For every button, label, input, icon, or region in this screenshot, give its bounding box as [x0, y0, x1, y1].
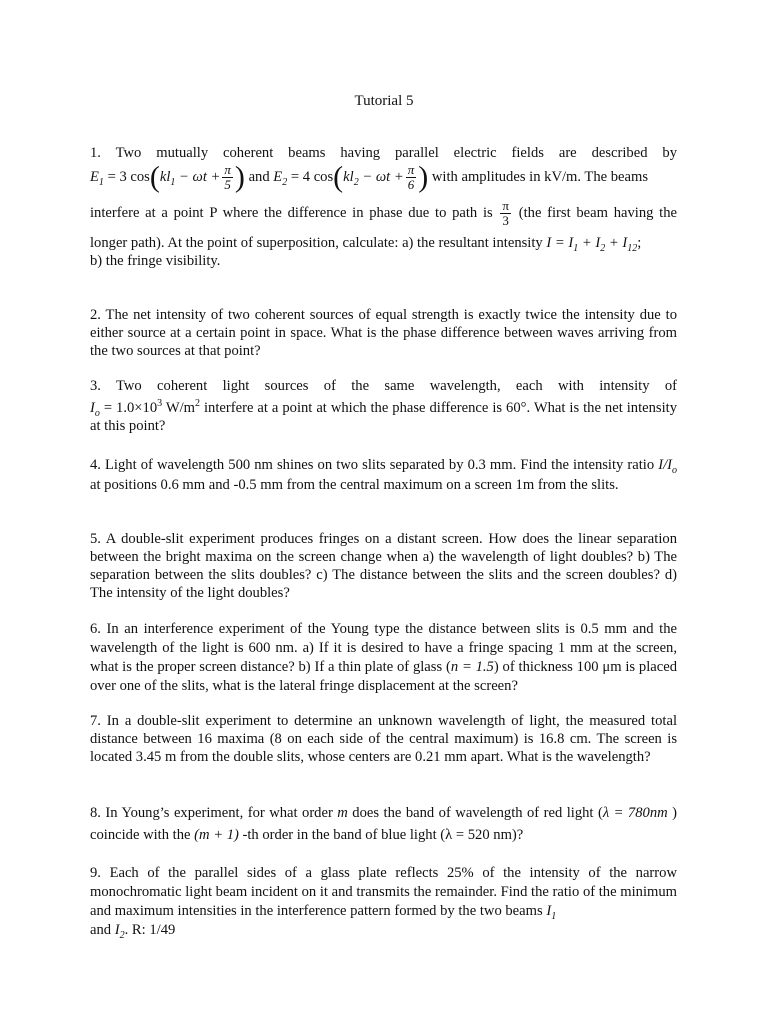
problem-1-line-3: [90, 198, 677, 229]
e2-argument-rest: − ωt +: [358, 169, 404, 185]
plate-thickness: 100 μm: [576, 659, 622, 675]
problem-9-text-c: . R: 1/49: [124, 922, 176, 938]
problem-3-text-c: . What is the net intensity at this point?: [90, 400, 678, 434]
e2-phase-numerator: π: [407, 162, 415, 178]
problem-1-text-b: with amplitudes in kV/m. The beams: [428, 169, 649, 185]
e1-phase-fraction: [222, 163, 233, 192]
intensity-ratio-symbol: I/I: [658, 457, 672, 473]
intensity-sub-1: 1: [573, 242, 579, 254]
problem-1-text-d: (the first beam having the: [513, 205, 677, 221]
problem-1-equations: [90, 162, 677, 193]
problem-3-text-b: interfere at a point at which the phase difference is: [200, 400, 507, 416]
problem-4-text-b: at positions 0.6 mm and -0.5 mm from the central maximum on a screen 1m from the slits.: [90, 477, 619, 493]
equation-e2: $E_2 = 4$ $\cos(kl_2 - \omega t$ + $\frac{\pi}{6}$ ): [273, 160, 429, 194]
red-wavelength: λ = 780nm: [602, 805, 668, 821]
problem-8-text-a: 8. In Young’s experiment, for what order: [90, 805, 338, 821]
e1-subscript: 1: [98, 176, 104, 188]
problem-3-line-1: [90, 377, 677, 395]
intensity-ratio: [658, 457, 677, 476]
problem-9-text-a: 9. Each of the parallel sides of a glass plate reflects 25% of the intensity of the narrow monochromatic light beam incident on it and transmits the remainder. Find the ratio of the minimum and maximum intensities in the interference pattern formed by the two beams: [90, 865, 677, 919]
problem-1-line-1: [90, 144, 677, 162]
e1-coefficient: = 3 cos: [103, 169, 150, 185]
problem-8-text-b: does the band of wavelength of red light (: [347, 805, 603, 821]
problem-3-line-2: [90, 399, 677, 435]
intensity-eq-plus-1: + I: [578, 235, 601, 251]
refractive-index: n = 1.5: [450, 659, 494, 675]
beam-1-symbol: I: [546, 903, 552, 919]
problem-1-text-c: interfere at a point P where the difference in phase due to path is: [90, 205, 493, 221]
source-intensity-value: = 1.0×10: [99, 400, 158, 416]
intensity-sub-2: 2: [600, 242, 606, 254]
e2-subscript: 2: [282, 176, 288, 188]
beam-2-symbol: I: [114, 922, 120, 938]
e2-coefficient: = 4 cos: [287, 169, 334, 185]
path-phase-numerator: π: [502, 198, 509, 214]
problem-3-text-a: 3. Two coherent light sources of the same wavelength, each with intensity of: [90, 378, 677, 394]
source-intensity-unit: W/m: [162, 400, 196, 416]
problem-1-line-4: [90, 234, 677, 252]
phase-angle: 60°: [506, 400, 527, 416]
e1-phase-denominator: 5: [222, 177, 233, 192]
e2-argument: kl: [343, 169, 354, 185]
problem-2: 2. The net intensity of two coherent sources of equal strength is exactly twice the intensity due to either source at a certain point in space. What is the phase difference between waves arriving from the two sources at that point?: [90, 307, 677, 359]
e1-argument: kl: [159, 169, 171, 185]
path-phase-denominator: 3: [500, 213, 511, 228]
e1-symbol: E: [90, 169, 99, 185]
intensity-equation: [546, 235, 638, 254]
problem-8-text-c: ) coincide with the: [90, 805, 677, 843]
beam-2-subscript: 2: [119, 929, 125, 941]
e2-phase-fraction: [406, 163, 417, 192]
problem-4: [90, 455, 677, 495]
e2-symbol: E: [273, 169, 283, 185]
problem-4-text-a: 4. Light of wavelength 500 nm shines on two slits separated by 0.3 mm. Find the intensity ratio: [90, 457, 659, 473]
problem-6-text-a: 6. In an interference experiment of the Young type the distance between slits is 0.5 mm and the wavelength of the light is 600 nm. a) If it is desired to have a fringe spacing 1 mm at the screen, what is the proper screen distance? b) If a thin plate of glass (: [90, 621, 677, 675]
e1-argument-subscript: 1: [170, 176, 176, 188]
problem-6-text-c: is placed over one of the slits, what is the lateral fringe displacement at the screen?: [90, 659, 677, 694]
problem-6-text-b: ) of thickness: [493, 659, 577, 675]
order-m-plus-1: (m + 1): [194, 827, 239, 843]
problem-9: [90, 864, 677, 940]
beam-2-intensity: [114, 922, 125, 941]
path-phase-fraction: [500, 199, 511, 228]
intensity-sub-12: 12: [627, 242, 638, 254]
e1-argument-rest: − ωt +: [175, 169, 221, 185]
problem-5: 5. A double-slit experiment produces fringes on a distant screen. How does the linear separation between the bright maxima on the screen change when a) the wavelength of light doubles? b) The separation between the slits doubles? c) The distance between the slits and the screen doubles? d) The intensity of the light doubles?: [90, 531, 677, 601]
problem-1-and: and: [244, 169, 274, 185]
source-intensity-subscript: o: [94, 407, 100, 419]
source-intensity: [90, 400, 100, 419]
beam-1-intensity: [546, 903, 557, 922]
problem-7: 7. In a double-slit experiment to determine an unknown wavelength of light, the measured total distance between 16 maxima (8 on each side of the central maximum) is 16.8 cm. The screen is located 3.45 m from the double slits, whose centers are 0.21 mm apart. What is the wavelength?: [90, 713, 677, 765]
problem-9-text-b: and: [90, 922, 115, 938]
problem-3: [90, 377, 677, 435]
problem-1-text-f: b) the fringe visibility.: [90, 253, 221, 269]
problem-6: [90, 620, 677, 696]
order-m: m: [337, 805, 348, 821]
source-intensity-unit-exponent: 2: [195, 398, 201, 410]
e2-argument-subscript: 2: [353, 176, 359, 188]
intensity-eq-start: I = I: [546, 235, 574, 251]
source-intensity-symbol: I: [90, 400, 95, 416]
page-title: Tutorial 5: [354, 93, 414, 109]
problem-1-text-e: longer path). At the point of superposition, calculate: a) the resultant intensity: [90, 235, 547, 251]
intensity-eq-plus-2: + I: [605, 235, 628, 251]
beam-1-subscript: 1: [551, 910, 557, 922]
equation-e1: $E_1 = 3$ $\cos(kl_1 - \omega t$ + $\frac{\pi}{5}$ ): [90, 160, 245, 194]
problem-1: [90, 144, 677, 270]
source-intensity-exponent: 3: [157, 398, 163, 410]
problem-1-semicolon: ;: [637, 235, 642, 251]
e2-phase-denominator: 6: [406, 177, 417, 192]
problem-8: [90, 802, 677, 846]
e1-phase-numerator: π: [224, 162, 231, 178]
problem-8-text-d: -th order in the band of blue light (λ = 520 nm)?: [238, 827, 524, 843]
problem-1-text-a: 1. Two mutually coherent beams having parallel electric fields are described by: [90, 145, 677, 161]
intensity-ratio-subscript: o: [672, 464, 677, 476]
